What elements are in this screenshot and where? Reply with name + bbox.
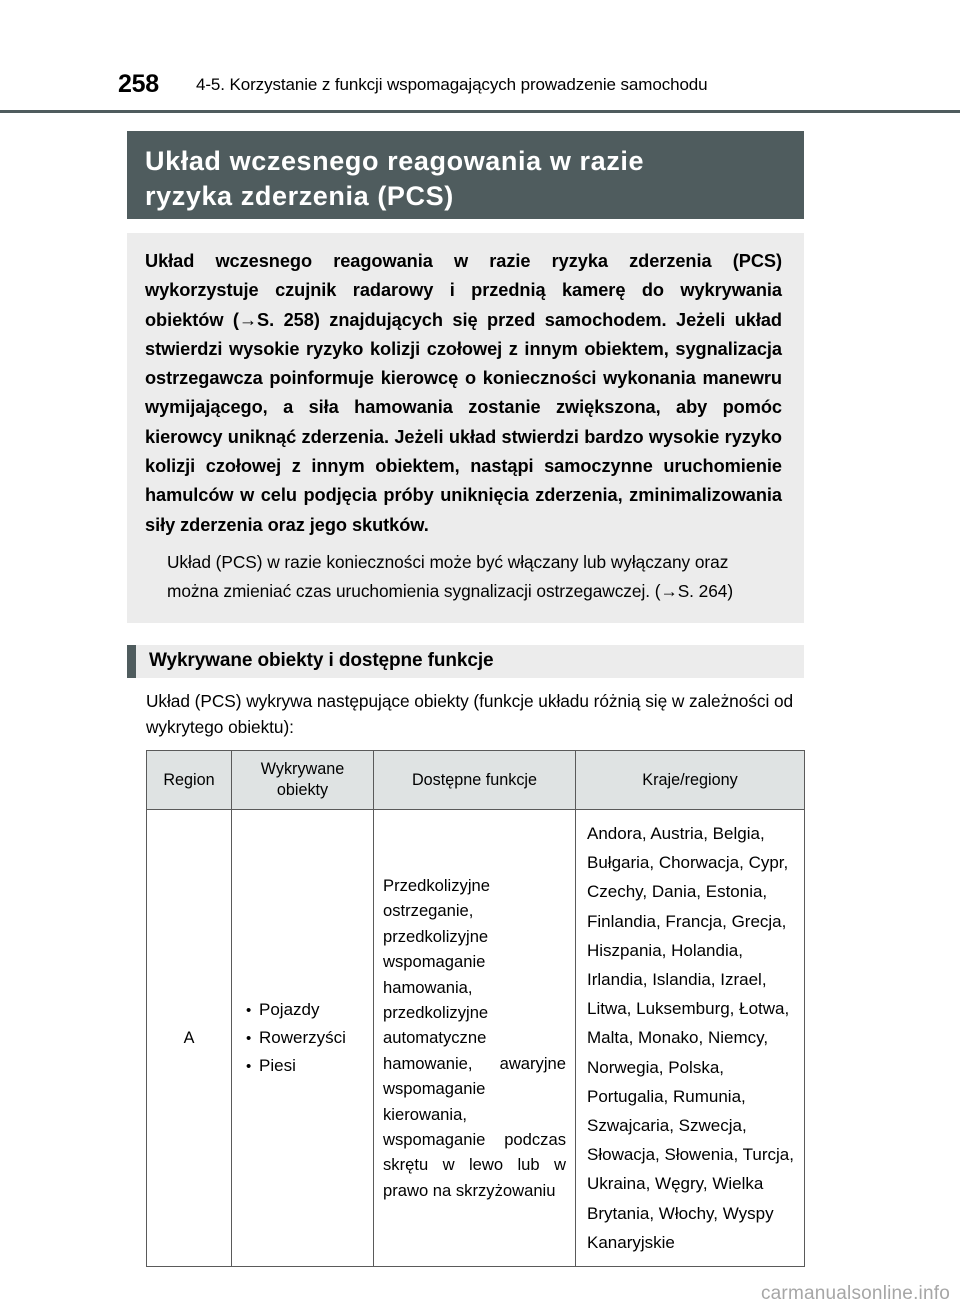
subsection-heading — [127, 645, 804, 678]
table-cell-functions: Przedkolizyjne ostrzeganie, przedkolizyjne wspomaganie hamowania, przedkolizyjne automatyczne hamowanie, awaryjne wspomaganie kierowania, wspomaganie podczas skrętu w lewo lub w prawo na skrzyżowaniu — [374, 810, 576, 1267]
banner-title-line-2: ryzyka zderzenia (PCS) — [145, 181, 454, 211]
detected-objects-table — [146, 750, 805, 1267]
list-item: • Piesi — [246, 1052, 373, 1080]
subsection-heading-label: Wykrywane obiekty i dostępne funkcje — [149, 650, 494, 671]
table-column-header-countries: Kraje/regiony — [576, 751, 805, 810]
table-column-header-functions: Dostępne funkcje — [374, 751, 576, 810]
page-running-head — [0, 70, 960, 112]
table-cell-objects — [232, 810, 374, 1267]
header-divider-rule — [0, 110, 960, 113]
page-number: 258 — [118, 70, 159, 98]
list-item: • Rowerzyści — [246, 1024, 373, 1052]
table-row — [147, 810, 805, 1267]
detected-objects-list — [246, 996, 373, 1080]
section-title-banner — [127, 131, 804, 219]
heading-accent-bar — [127, 645, 136, 678]
table-column-header-region: Region — [147, 751, 232, 810]
table-column-header-objects: Wykrywane obiekty — [232, 751, 374, 810]
table-header-row — [147, 751, 805, 810]
list-item: • Pojazdy — [246, 996, 373, 1024]
table-cell-countries: Andora, Austria, Belgia, Bułgaria, Chorwacja, Cypr, Czechy, Dania, Estonia, Finlandia, Francja, Grecja, Hiszpania, Holandia, Irlandia, Islandia, Izrael, Litwa, Luksemburg, Łotwa, Malta, Monako, Niemcy, Norwegia, Polska, Portugalia, Rumunia, Szwajcaria, Szwecja, Słowacja, Słowenia, Turcja, Ukraina, Węgry, Wielka Brytania, Włochy, Wyspy Kanaryjskie — [576, 810, 805, 1267]
banner-title-line-1: Układ wczesnego reagowania w razie — [145, 146, 645, 176]
intro-secondary-paragraph: Układ (PCS) w razie konieczności może być włączany lub wyłączany oraz można zmieniać czas uruchomienia sygnalizacji ostrzegawczej. (→S. 264) — [167, 551, 734, 602]
watermark: carmanualsonline.info — [760, 1283, 950, 1304]
intro-panel — [127, 233, 804, 623]
intro-bold-paragraph: Układ wczesnego reagowania w razie ryzyka zderzenia (PCS) wykorzystuje czujnik radarowy i przednią kamerę do wykrywania obiektów (→S. 258) znajdujących się przed samochodem. Jeżeli układ stwierdzi wysokie ryzyko kolizji czołowej z innym obiektem, sygnalizacja ostrzegawcza poinformuje kierowcę o konieczności wykonania manewru wymijającego, a siła hamowania zostanie zwiększona, aby pomóc kierowcy uniknąć zderzenia. Jeżeli układ stwierdzi bardzo wysokie ryzyko kolizji czołowej z innym obiektem, nastąpi samoczynne uruchomienie hamulców w celu podjęcia próby uniknięcia zderzenia, zminimalizowania siły zderzenia oraz jego skutków. — [145, 251, 782, 535]
table-cell-region: A — [147, 810, 232, 1267]
subsection-paragraph: Układ (PCS) wykrywa następujące obiekty (funkcje układu różnią się w zależności od wykrytego obiektu): — [146, 691, 794, 737]
page-title: 4-5. Korzystanie z funkcji wspomagających prowadzenie samochodu — [196, 75, 708, 94]
table-body — [147, 810, 805, 1267]
table-header — [147, 751, 805, 810]
